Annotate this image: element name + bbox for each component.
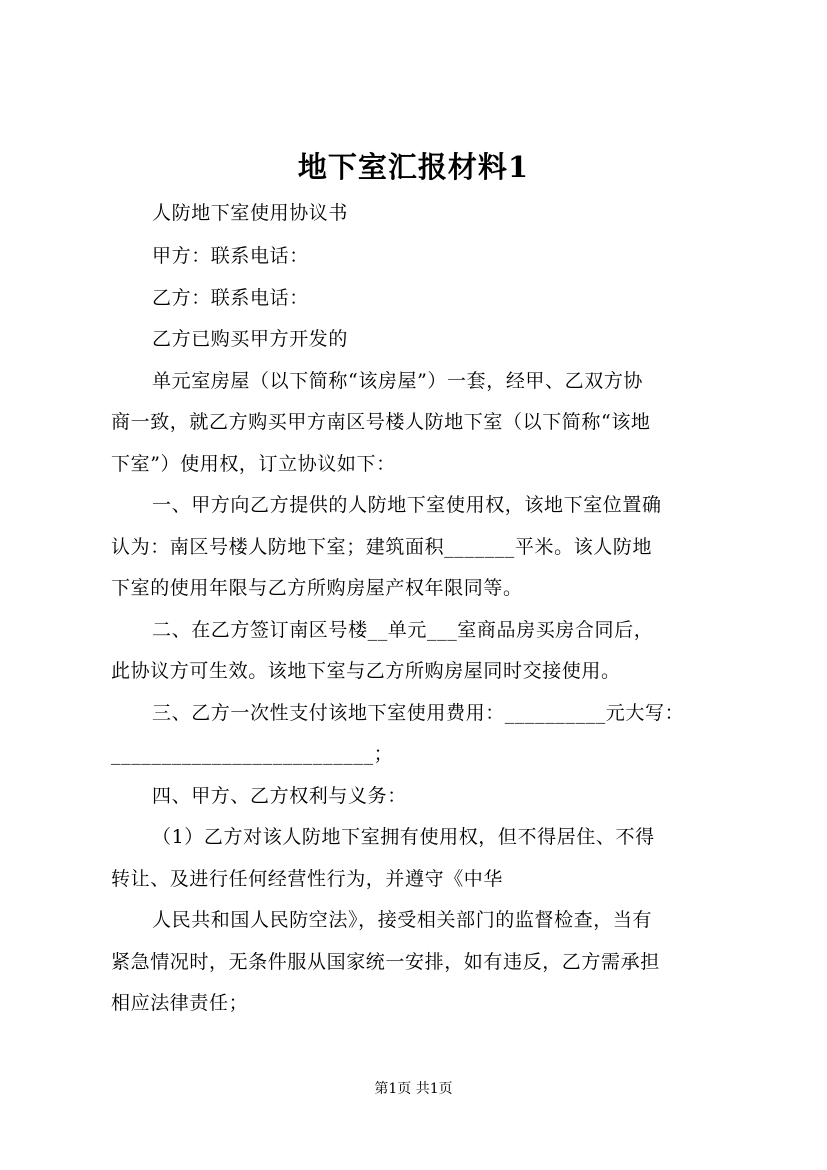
document-title: 地下室汇报材料1	[297, 150, 530, 184]
paragraph-line: 商一致，就乙方购买甲方南区号楼人防地下室（以下简称“该地	[111, 411, 651, 433]
paragraph-line: __________________________；	[111, 743, 394, 765]
paragraph-line: 人民共和国人民防空法》，接受相关部门的监督检查，当有	[152, 909, 653, 931]
paragraph-line: 乙方：联系电话：	[152, 287, 309, 309]
paragraph-line: 下室”）使用权，订立协议如下：	[111, 453, 396, 475]
paragraph-line: 单元室房屋（以下简称“该房屋”）一套，经甲、乙双方协	[152, 370, 644, 392]
paragraph-line: 紧急情况时，无条件服从国家统一安排，如有违反，乙方需承担	[111, 951, 660, 973]
paragraph-line: 二、在乙方签订南区号楼__单元___室商品房买房合同后，	[152, 619, 654, 641]
paragraph-line: 甲方：联系电话：	[152, 245, 309, 267]
paragraph-line: 此协议方可生效。该地下室与乙方所购房屋同时交接使用。	[111, 660, 621, 682]
paragraph-line: 四、甲方、乙方权利与义务：	[152, 785, 407, 807]
paragraph-line: 相应法律责任；	[111, 992, 249, 1014]
paragraph-line: 乙方已购买甲方开发的	[152, 328, 349, 350]
page-footer: 第1页 共1页	[374, 1081, 453, 1097]
paragraph-line: 人防地下室使用协议书	[152, 202, 349, 224]
paragraph-line: 转让、及进行任何经营性行为，并遵守《中华	[111, 868, 504, 890]
paragraph-line: 三、乙方一次性支付该地下室使用费用：__________元大写：	[152, 702, 685, 724]
paragraph-line: 下室的使用年限与乙方所购房屋产权年限同等。	[111, 577, 523, 599]
paragraph-line: 认为：南区号楼人防地下室；建筑面积_______平米。该人防地	[111, 536, 653, 558]
paragraph-line: （1）乙方对该人防地下室拥有使用权，但不得居住、不得	[152, 826, 655, 848]
paragraph-line: 一、甲方向乙方提供的人防地下室使用权，该地下室位置确	[152, 494, 662, 516]
